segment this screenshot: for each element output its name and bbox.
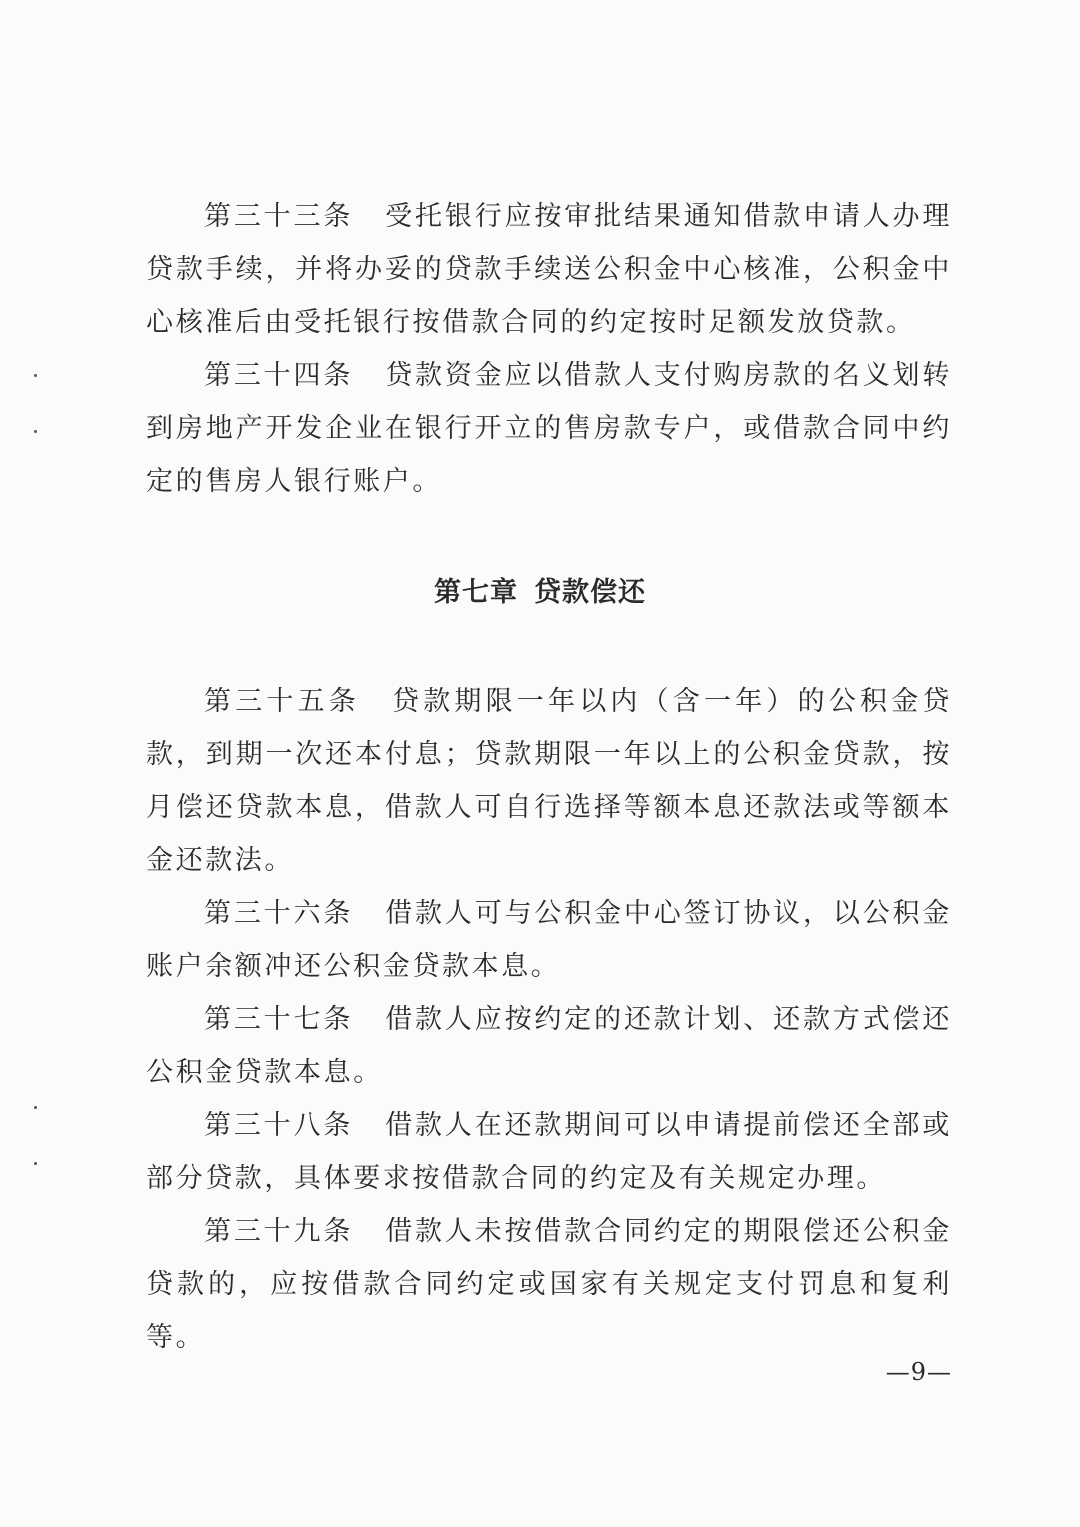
article-paragraph [146,1205,952,1364]
binding-hole-mark [34,430,37,433]
article-number: 第三十五条 [204,686,360,717]
article-text: 借款人可与公积金中心签订协议，以公积金账户余额冲还公积金贷款本息。 [146,898,952,982]
article-text: 受托银行应按审批结果通知借款申请人办理贷款手续，并将办妥的贷款手续送公积金中心核准，公积金中心核准后由受托银行按借款合同的约定按时足额发放贷款。 [146,201,952,338]
article-number: 第三十九条 [204,1216,354,1247]
article-number: 第三十八条 [204,1110,354,1141]
page-number: —9— [885,1358,952,1386]
chapter-heading [0,570,1080,609]
article-text: 贷款期限一年以内（含一年）的公积金贷款，到期一次还本付息；贷款期限一年以上的公积金贷款，按月偿还贷款本息，借款人可自行选择等额本息还款法或等额本金还款法。 [146,686,952,876]
article-paragraph [146,1099,952,1205]
article-paragraph [146,190,952,349]
chapter-title-text: 贷款偿还 [534,577,646,608]
article-text: 贷款资金应以借款人支付购房款的名义划转到房地产开发企业在银行开立的售房款专户，或借款合同中约定的售房人银行账户。 [146,360,952,497]
article-paragraph [146,993,952,1099]
article-number: 第三十三条 [204,201,354,232]
articles-section-top [146,190,952,508]
article-number: 第三十四条 [204,360,354,391]
articles-section-bottom [146,675,952,1364]
binding-hole-mark [34,374,37,377]
article-paragraph [146,349,952,508]
article-number: 第三十六条 [204,898,354,929]
article-paragraph [146,675,952,887]
chapter-number: 第七章 [434,577,518,608]
article-text: 借款人在还款期间可以申请提前偿还全部或部分贷款，具体要求按借款合同的约定及有关规定办理。 [146,1110,952,1194]
article-number: 第三十七条 [204,1004,354,1035]
binding-hole-mark [34,1162,37,1165]
article-text: 借款人应按约定的还款计划、还款方式偿还公积金贷款本息。 [146,1004,952,1088]
article-text: 借款人未按借款合同约定的期限偿还公积金贷款的，应按借款合同约定或国家有关规定支付罚息和复利等。 [146,1216,952,1353]
binding-hole-mark [34,1106,37,1109]
article-paragraph [146,887,952,993]
